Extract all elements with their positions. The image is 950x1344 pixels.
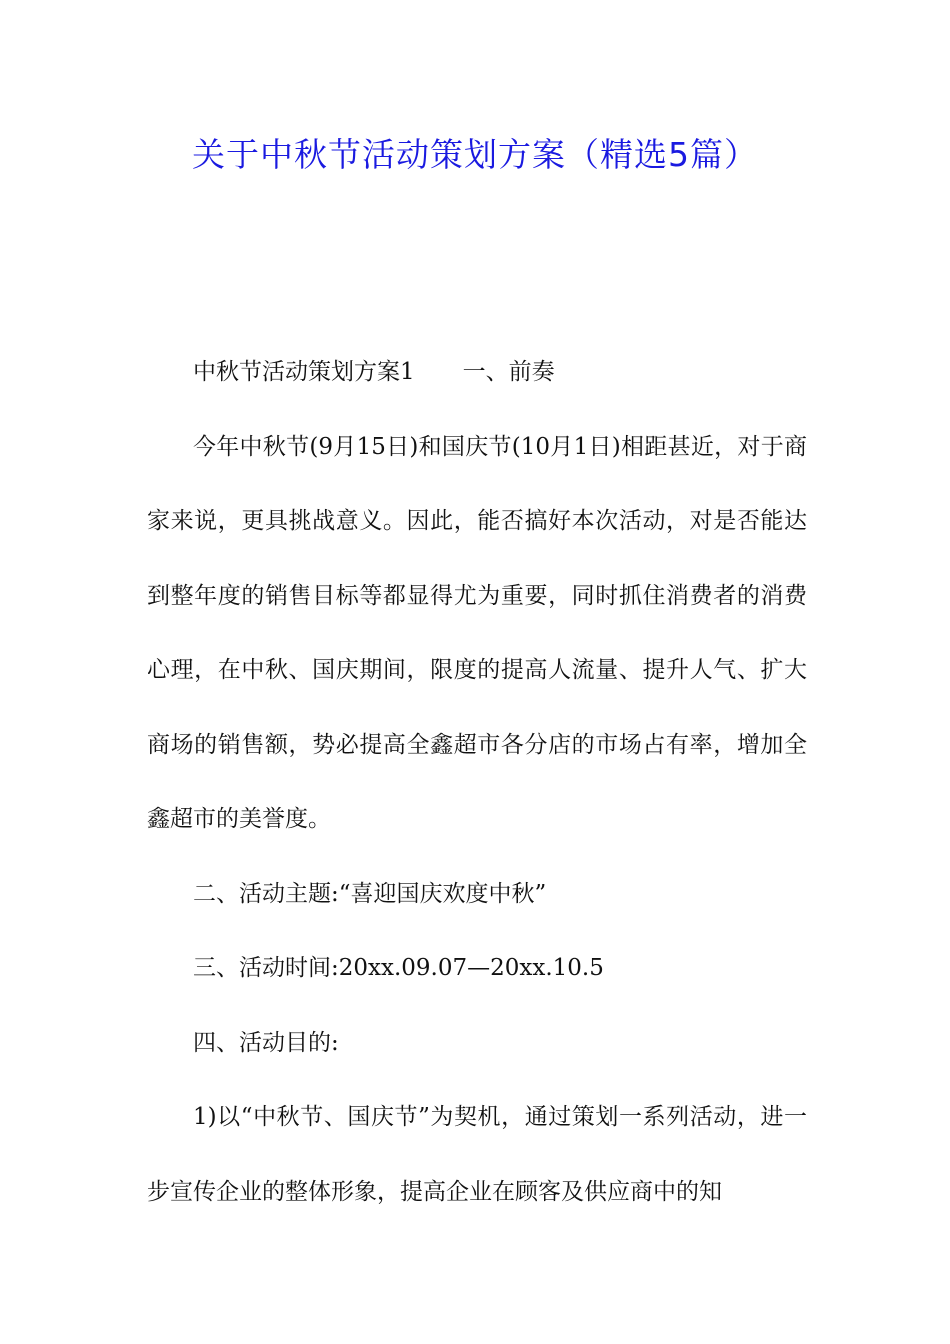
document-body bbox=[147, 335, 807, 1229]
paragraph-purpose-1: 1)以“中秋节、国庆节”为契机，通过策划一系列活动，进一步宣传企业的整体形象，提高企业在顾客及供应商中的知 bbox=[147, 1104, 807, 1205]
paragraph-theme: 二、活动主题:“喜迎国庆欢度中秋” bbox=[193, 880, 547, 907]
section-heading: 一、前奏 bbox=[462, 359, 555, 385]
paragraph-purpose-heading: 四、活动目的: bbox=[193, 1029, 339, 1056]
document-title: 关于中秋节活动策划方案（精选5篇） bbox=[192, 135, 758, 174]
section-label: 中秋节活动策划方案1 bbox=[193, 359, 415, 385]
section-header-line bbox=[147, 335, 807, 410]
paragraph-time: 三、活动时间:20xx.09.07—20xx.10.5 bbox=[193, 955, 604, 981]
paragraph-intro: 今年中秋节(9月15日)和国庆节(10月1日)相距甚近，对于商家来说，更具挑战意义。因此，能否搞好本次活动，对是否能达到整年度的销售目标等都显得尤为重要，同时抓住消费者的消费心理，在中秋、国庆期间，限度的提高人流量、提升人气、扩大商场的销售额，势必提高全鑫超市各分店的市场占有率，增加全鑫超市的美誉度。 bbox=[147, 433, 807, 832]
